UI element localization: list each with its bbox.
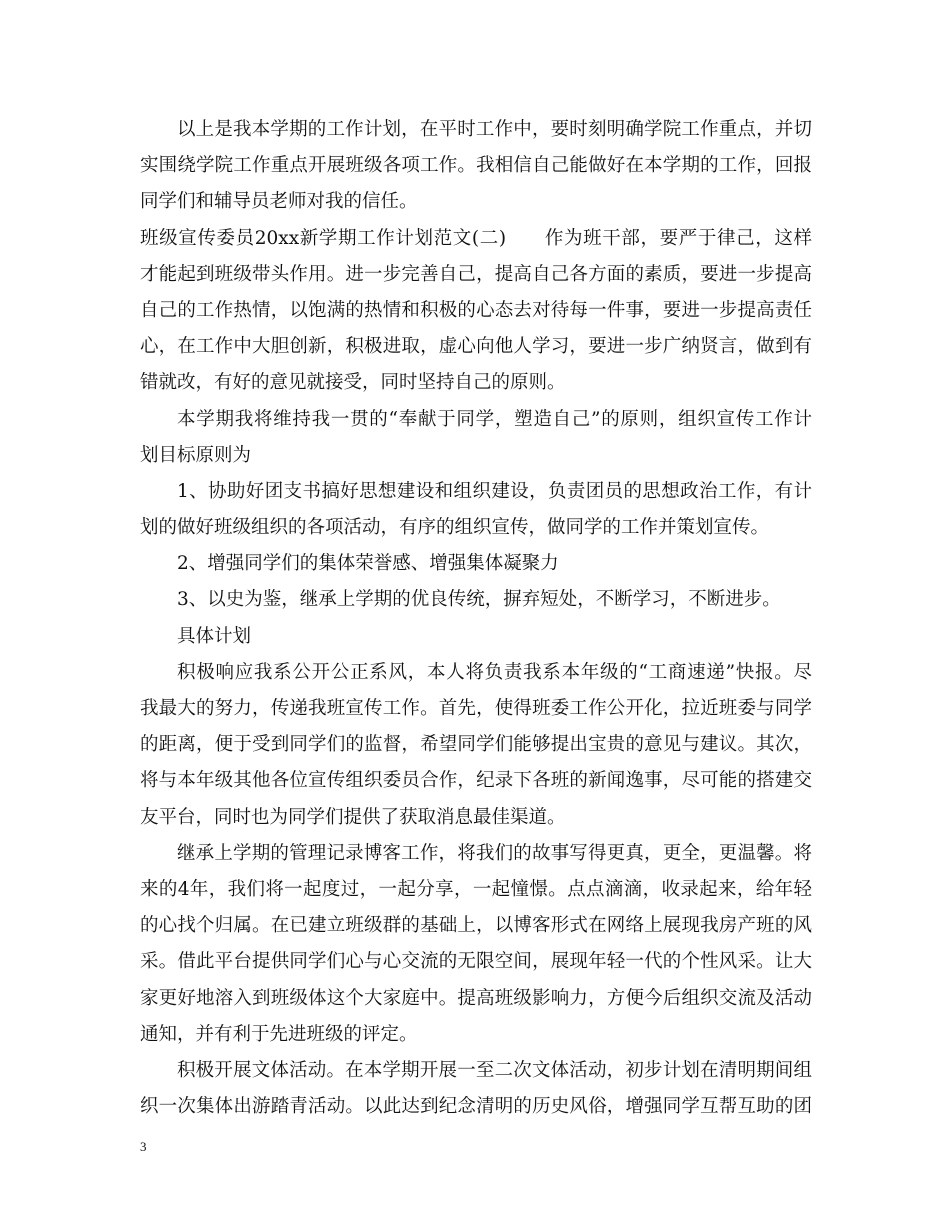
text-line: 积极开展文体活动。在本学期开展一至二次文体活动，初步计划在清明期间组: [177, 1059, 812, 1081]
section-heading-line: 班级宣传委员20xx新学期工作计划范文(二) 作为班干部，要严于律己，这样: [140, 227, 812, 249]
text-line: 实围绕学院工作重点开展班级各项工作。我相信自己能做好在本学期的工作，回报: [140, 155, 812, 177]
text-line: 将与本年级其他各位宣传组织委员合作，纪录下各班的新闻逸事，尽可能的搭建交: [140, 770, 812, 792]
text-line: 积极响应我系公开公正系风，本人将负责我系本年级的“工商速递”快报。尽: [177, 661, 812, 683]
text-line: 错就改，有好的意见就接受，同时坚持自己的原则。: [140, 372, 566, 394]
text-line: 来的4年，我们将一起度过，一起分享，一起憧憬。点点滴滴，收录起来，给年轻: [140, 878, 812, 900]
list-item-line: 划的做好班级组织的各项活动，有序的组织宣传，做同学的工作并策划宣传。: [140, 517, 770, 539]
text-line: 家更好地溶入到班级体这个大家庭中。提高班级影响力，方便今后组织交流及活动: [140, 987, 812, 1009]
text-line: 的心找个归属。在已建立班级群的基础上，以博客形式在网络上展现我房产班的风: [140, 915, 812, 937]
text-line: 本学期我将维持我一贯的“奉献于同学，塑造自己”的原则，组织宣传工作计: [177, 408, 812, 430]
text-line: 继承上学期的管理记录博客工作，将我们的故事写得更真，更全，更温馨。将: [177, 842, 812, 864]
text-line: 自己的工作热情，以饱满的热情和积极的心态去对待每一件事，要进一步提高责任: [140, 299, 812, 321]
text-line: 划目标原则为: [140, 444, 252, 466]
text-line: 的距离，便于受到同学们的监督，希望同学们能够提出宝贵的意见与建议。其次，: [140, 734, 812, 756]
text-line: 我最大的努力，传递我班宣传工作。首先，使得班委工作公开化，拉近班委与同学: [140, 698, 812, 719]
list-item-line: 2、增强同学们的集体荣誉感、增强集体凝聚力: [177, 553, 559, 575]
text-line: 织一次集体出游踏青活动。以此达到纪念清明的历史风俗，增强同学互帮互助的团: [140, 1096, 812, 1118]
list-item-line: 3、以史为鉴，继承上学期的优良传统，摒弃短处，不断学习，不断进步。: [177, 589, 781, 611]
list-item-line: 1、协助好团支书搞好思想建设和组织建设，负责团员的思想政治工作，有计: [177, 480, 812, 502]
page-number: 3: [140, 1139, 147, 1154]
text-line: 心，在工作中大胆创新，积极进取，虚心向他人学习，要进一步广纳贤言，做到有: [140, 336, 812, 358]
text-line: 通知，并有利于先进班级的评定。: [140, 1023, 418, 1045]
text-line: 以上是我本学期的工作计划，在平时工作中，要时刻明确学院工作重点，并切: [177, 119, 812, 140]
text-line: 同学们和辅导员老师对我的信任。: [140, 191, 418, 213]
subheading-line: 具体计划: [177, 625, 252, 647]
text-line: 才能起到班级带头作用。进一步完善自己，提高自己各方面的素质，要进一步提高: [140, 263, 812, 285]
body-text: [140, 112, 812, 1125]
text-line: 采。借此平台提供同学们心与心交流的无限空间，展现年轻一代的个性风采。让大: [140, 951, 812, 973]
text-line: 友平台，同时也为同学们提供了获取消息最佳渠道。: [140, 806, 566, 828]
